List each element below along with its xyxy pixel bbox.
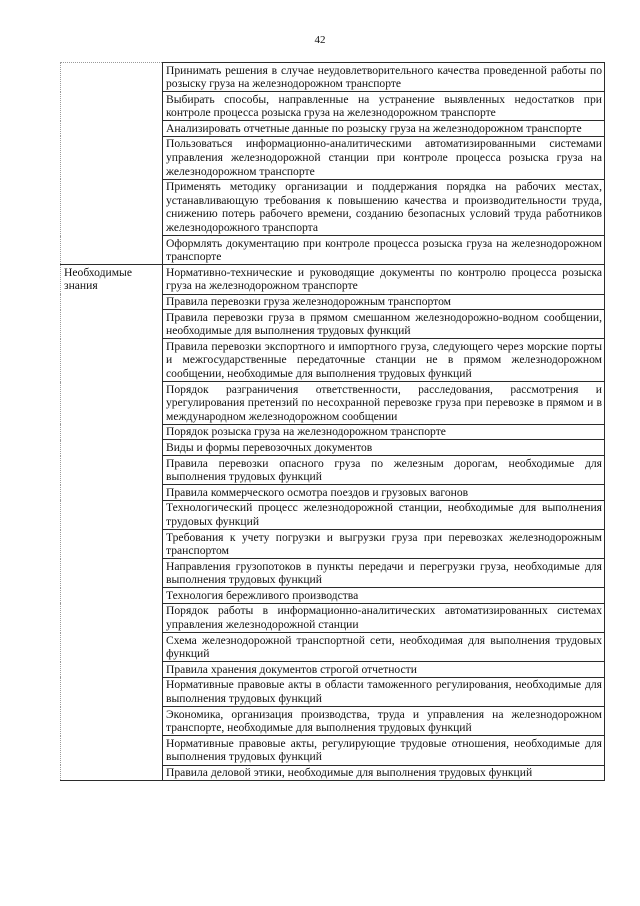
page-number: 42 xyxy=(314,34,326,46)
knowledge-item: Правила перевозки груза железнодорожным транспортом xyxy=(163,294,605,310)
knowledge-item: Правила деловой этики, необходимые для выполнения трудовых функций xyxy=(163,765,605,781)
requirements-table xyxy=(60,62,605,781)
knowledge-item: Порядок разграничения ответственности, расследования, рассмотрения и урегулирования претензий по несохранной перевозке груза при перевозке в прямом и в международном железнодорожном сообщении xyxy=(163,382,605,425)
skills-label-cell xyxy=(61,63,163,265)
knowledge-item: Правила хранения документов строгой отчетности xyxy=(163,662,605,678)
skill-item: Применять методику организации и поддержания порядка на рабочих местах, устанавливающую требования к повышению качества и производительности труда, снижению потерь рабочего времени, созданию безопасных условий труда работников железнодорожного транспорта xyxy=(163,179,605,235)
knowledge-item: Схема железнодорожной транспортной сети, необходимая для выполнения трудовых функций xyxy=(163,633,605,662)
knowledge-item: Направления грузопотоков в пункты передачи и перегрузки груза, необходимые для выполнения трудовых функций xyxy=(163,559,605,588)
knowledge-item: Нормативно-технические и руководящие документы по контролю процесса розыска груза на железнодорожном транспорте xyxy=(163,265,605,294)
knowledge-item: Требования к учету погрузки и выгрузки груза при перевозках железнодорожным транспортом xyxy=(163,530,605,559)
table-row xyxy=(61,265,605,294)
knowledge-label-cell: Необходимые знания xyxy=(61,265,163,781)
knowledge-item: Порядок розыска груза на железнодорожном транспорте xyxy=(163,424,605,440)
skill-item: Выбирать способы, направленные на устранение выявленных недостатков при контроле процесса розыска груза на железнодорожном транспорте xyxy=(163,92,605,121)
knowledge-item: Технология бережливого производства xyxy=(163,588,605,604)
knowledge-item: Нормативные правовые акты в области таможенного регулирования, необходимые для выполнения трудовых функций xyxy=(163,677,605,706)
skill-item: Анализировать отчетные данные по розыску груза на железнодорожном транспорте xyxy=(163,121,605,137)
skill-item: Пользоваться информационно-аналитическими автоматизированными системами управления железнодорожной станции при контроле процесса розыска груза на железнодорожном транспорте xyxy=(163,136,605,179)
knowledge-item: Нормативные правовые акты, регулирующие трудовые отношения, необходимые для выполнения трудовых функций xyxy=(163,736,605,765)
skill-item: Оформлять документацию при контроле процесса розыска груза на железнодорожном транспорте xyxy=(163,236,605,265)
table-row xyxy=(61,63,605,92)
knowledge-item: Правила перевозки груза в прямом смешанном железнодорожно-водном сообщении, необходимые для выполнения трудовых функций xyxy=(163,310,605,339)
knowledge-item: Виды и формы перевозочных документов xyxy=(163,440,605,456)
knowledge-item: Технологический процесс железнодорожной станции, необходимые для выполнения трудовых функций xyxy=(163,500,605,529)
knowledge-item: Правила перевозки опасного груза по железным дорогам, необходимые для выполнения трудовых функций xyxy=(163,456,605,485)
knowledge-item: Порядок работы в информационно-аналитических автоматизированных системах управления железнодорожной станции xyxy=(163,603,605,632)
knowledge-item: Правила перевозки экспортного и импортного груза, следующего через морские порты и межгосударственные передаточные станции не в прямом железнодорожном сообщении, необходимые для выполнения трудовых функций xyxy=(163,339,605,382)
knowledge-item: Экономика, организация производства, труда и управления на железнодорожном транспорте, необходимые для выполнения трудовых функций xyxy=(163,707,605,736)
knowledge-item: Правила коммерческого осмотра поездов и грузовых вагонов xyxy=(163,485,605,501)
skill-item: Принимать решения в случае неудовлетворительного качества проведенной работы по розыску груза на железнодорожном транспорте xyxy=(163,63,605,92)
